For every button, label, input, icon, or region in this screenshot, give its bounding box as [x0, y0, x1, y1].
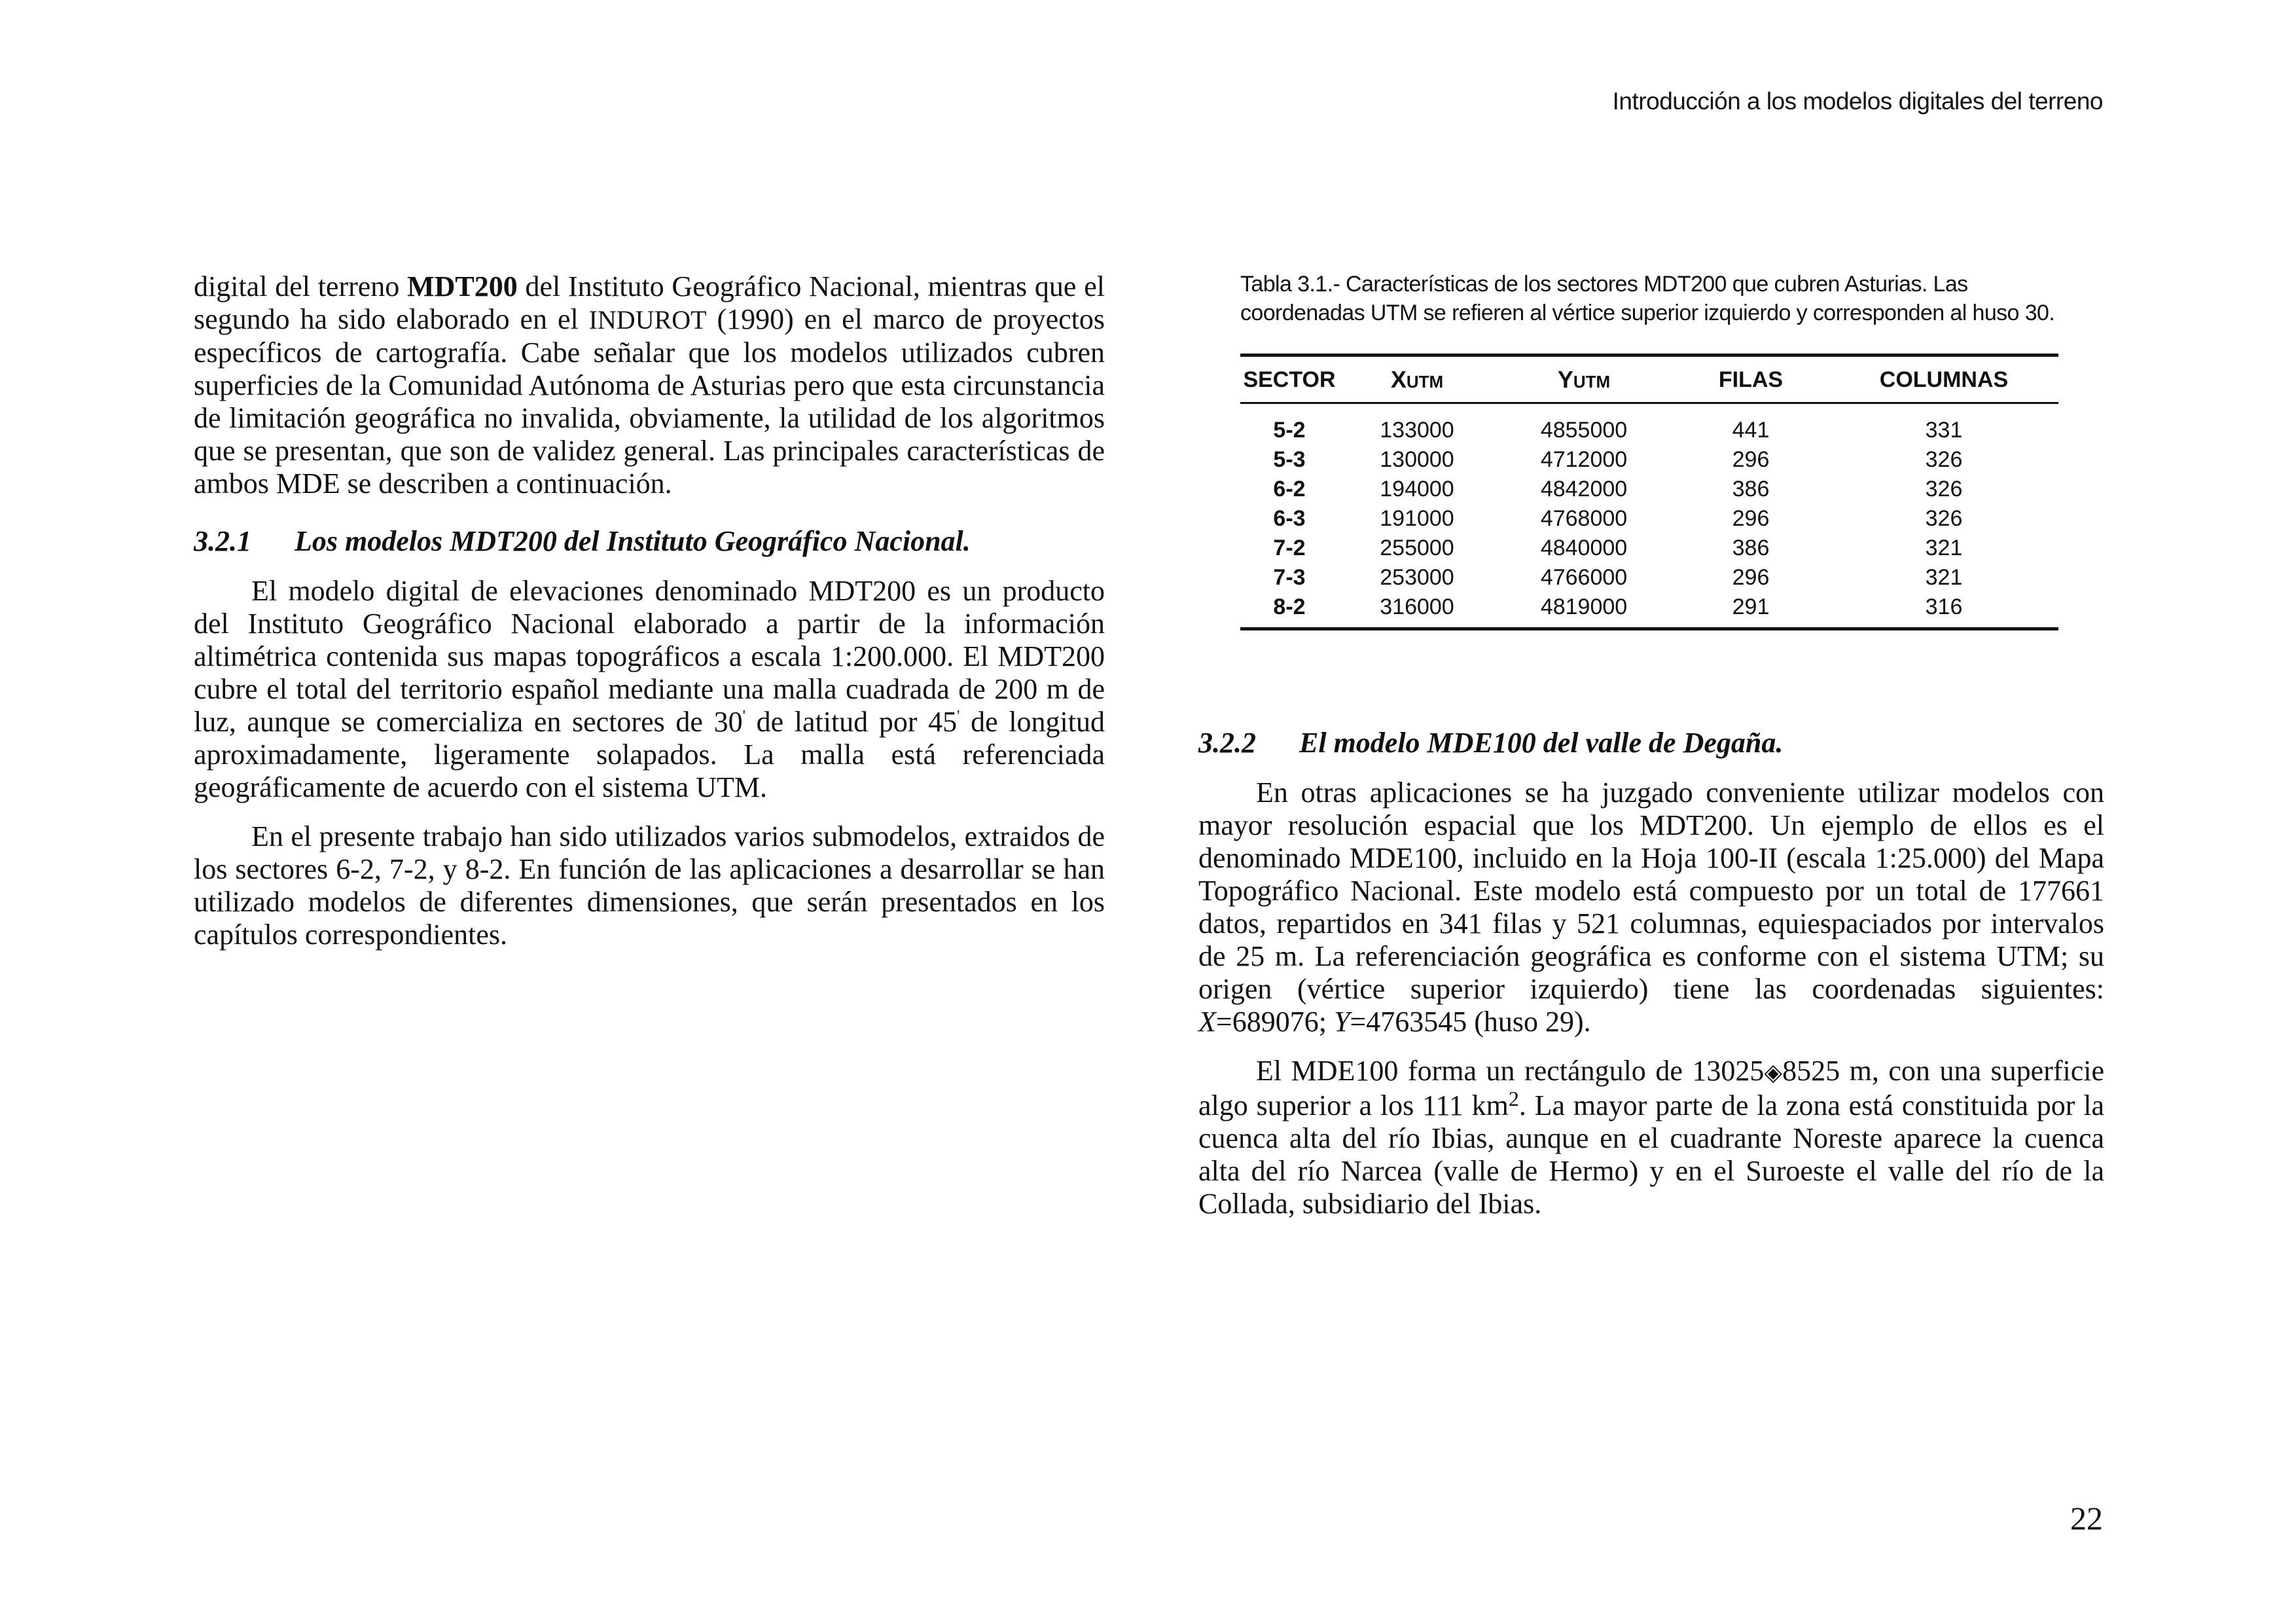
- section-number: 3.2.2: [1198, 727, 1256, 759]
- sectors-table: [1240, 354, 2058, 630]
- indurot-smallcaps: INDUROT: [588, 305, 707, 335]
- table-row: 6-2 194000 4842000 386 326: [1273, 477, 1963, 501]
- paragraph-mde100: En otras aplicaciones se ha juzgado conveniente utilizar modelos con mayor resolución espacial que los MDT200. Un ejemplo de ellos es el denominado MDE100, incluido en la Hoja 100-II (escala 1:25.000) del Mapa Topográfico Nacional. Este modelo está compuesto por un total de 177661 datos, repartidos en 341 filas y 521 columnas, equiespaciados por intervalos de 25 m. La referenciación geográfica es conforme con el sistema UTM; su origen (vértice superior izquierdo) tiene las coordenadas siguientes: X=689076; Y=4763545 (huso 29).: [1198, 776, 2104, 1038]
- section-number: 3.2.1: [194, 525, 251, 557]
- col-header-xutm: XUTM: [1338, 356, 1496, 403]
- times-symbol: ◈: [1764, 1059, 1783, 1086]
- table-row: 7-2 255000 4840000 386 321: [1273, 536, 1963, 560]
- table-header-row: [1240, 356, 2058, 403]
- col-header-sector: SECTOR: [1240, 356, 1338, 403]
- paragraph-rectangle: El MDE100 forma un rectángulo de 13025◈8525 m, con una superficie algo superior a los 111 $km^2$. La mayor parte de la zona está constituida por la cuenca alta del río Ibias, aunque en el cuadrante Noreste aparece la cuenca alta del río Narcea (valle de Hermo) y en el Suroeste el valle del río de la Collada, subsidiario del Ibias.: [1198, 1055, 2105, 1220]
- table-row: 8-2 316000 4819000 291 316: [1240, 593, 2058, 629]
- table-row: 5-2 133000 4855000 441 331: [1273, 418, 1963, 443]
- table-row: 7-3 253000 4766000 296 321: [1273, 565, 1963, 590]
- section-heading-3-2-2: [1198, 727, 2104, 759]
- col-header-columnas: COLUMNAS: [1829, 356, 2058, 403]
- table-row: 6-3 191000 4768000 296 326: [1273, 506, 1963, 531]
- running-header: Introducción a los modelos digitales del terreno: [1612, 88, 2103, 115]
- right-column: [1198, 727, 2104, 1220]
- table-row: 5-3 130000 4712000 296 326: [1273, 447, 1963, 472]
- section-title: El modelo MDE100 del valle de Degaña.: [1299, 727, 1784, 759]
- paragraph-intro: digital del terreno MDT200 del Instituto Geográfico Nacional, mientras que el segundo ha sido elaborado en el INDUROT (1990) en el marco de proyectos específicos de cartografía. Cabe señalar que los modelos utilizados cubren superficies de la Comunidad Autónoma de Asturias pero que esta circunstancia de limitación geográfica no invalida, obviamente, la utilidad de los algoritmos que se presentan, que son de validez general. Las principales características de ambos MDE se describen a continuación.: [194, 270, 1105, 500]
- table-caption: Tabla 3.1.- Características de los sectores MDT200 que cubren Asturias. Las coordenadas UTM se refieren al vértice superior izquierdo y corresponden al huso 30.: [1240, 272, 2055, 325]
- section-heading-3-2-1: [194, 525, 1105, 558]
- left-column: [194, 270, 1105, 951]
- col-header-yutm: YUTM: [1496, 356, 1672, 403]
- mdt200-bold: MDT200: [407, 270, 518, 302]
- col-header-filas: FILAS: [1672, 356, 1829, 403]
- page-number: 22: [2070, 1500, 2103, 1537]
- paragraph-mdt200: El modelo digital de elevaciones denominado MDT200 es un producto del Instituto Geográfico Nacional elaborado a partir de la información altimétrica contenida sus mapas topográficos a escala 1:200.000. El MDT200 cubre el total del territorio español mediante una malla cuadrada de 200 m de luz, aunque se comercializa en sectores de 30' de latitud por 45' de longitud aproximadamente, ligeramente solapados. La malla está referenciada geográficamente de acuerdo con el sistema UTM.: [194, 575, 1105, 803]
- section-title: Los modelos MDT200 del Instituto Geográfico Nacional.: [295, 525, 971, 557]
- paragraph-submodels: En el presente trabajo han sido utilizados varios submodelos, extraidos de los sectores 6-2, 7-2, y 8-2. En función de las aplicaciones a desarrollar se han utilizado modelos de diferentes dimensiones, que serán presentados en los capítulos correspondientes.: [194, 820, 1105, 951]
- table-block: [1240, 270, 2058, 630]
